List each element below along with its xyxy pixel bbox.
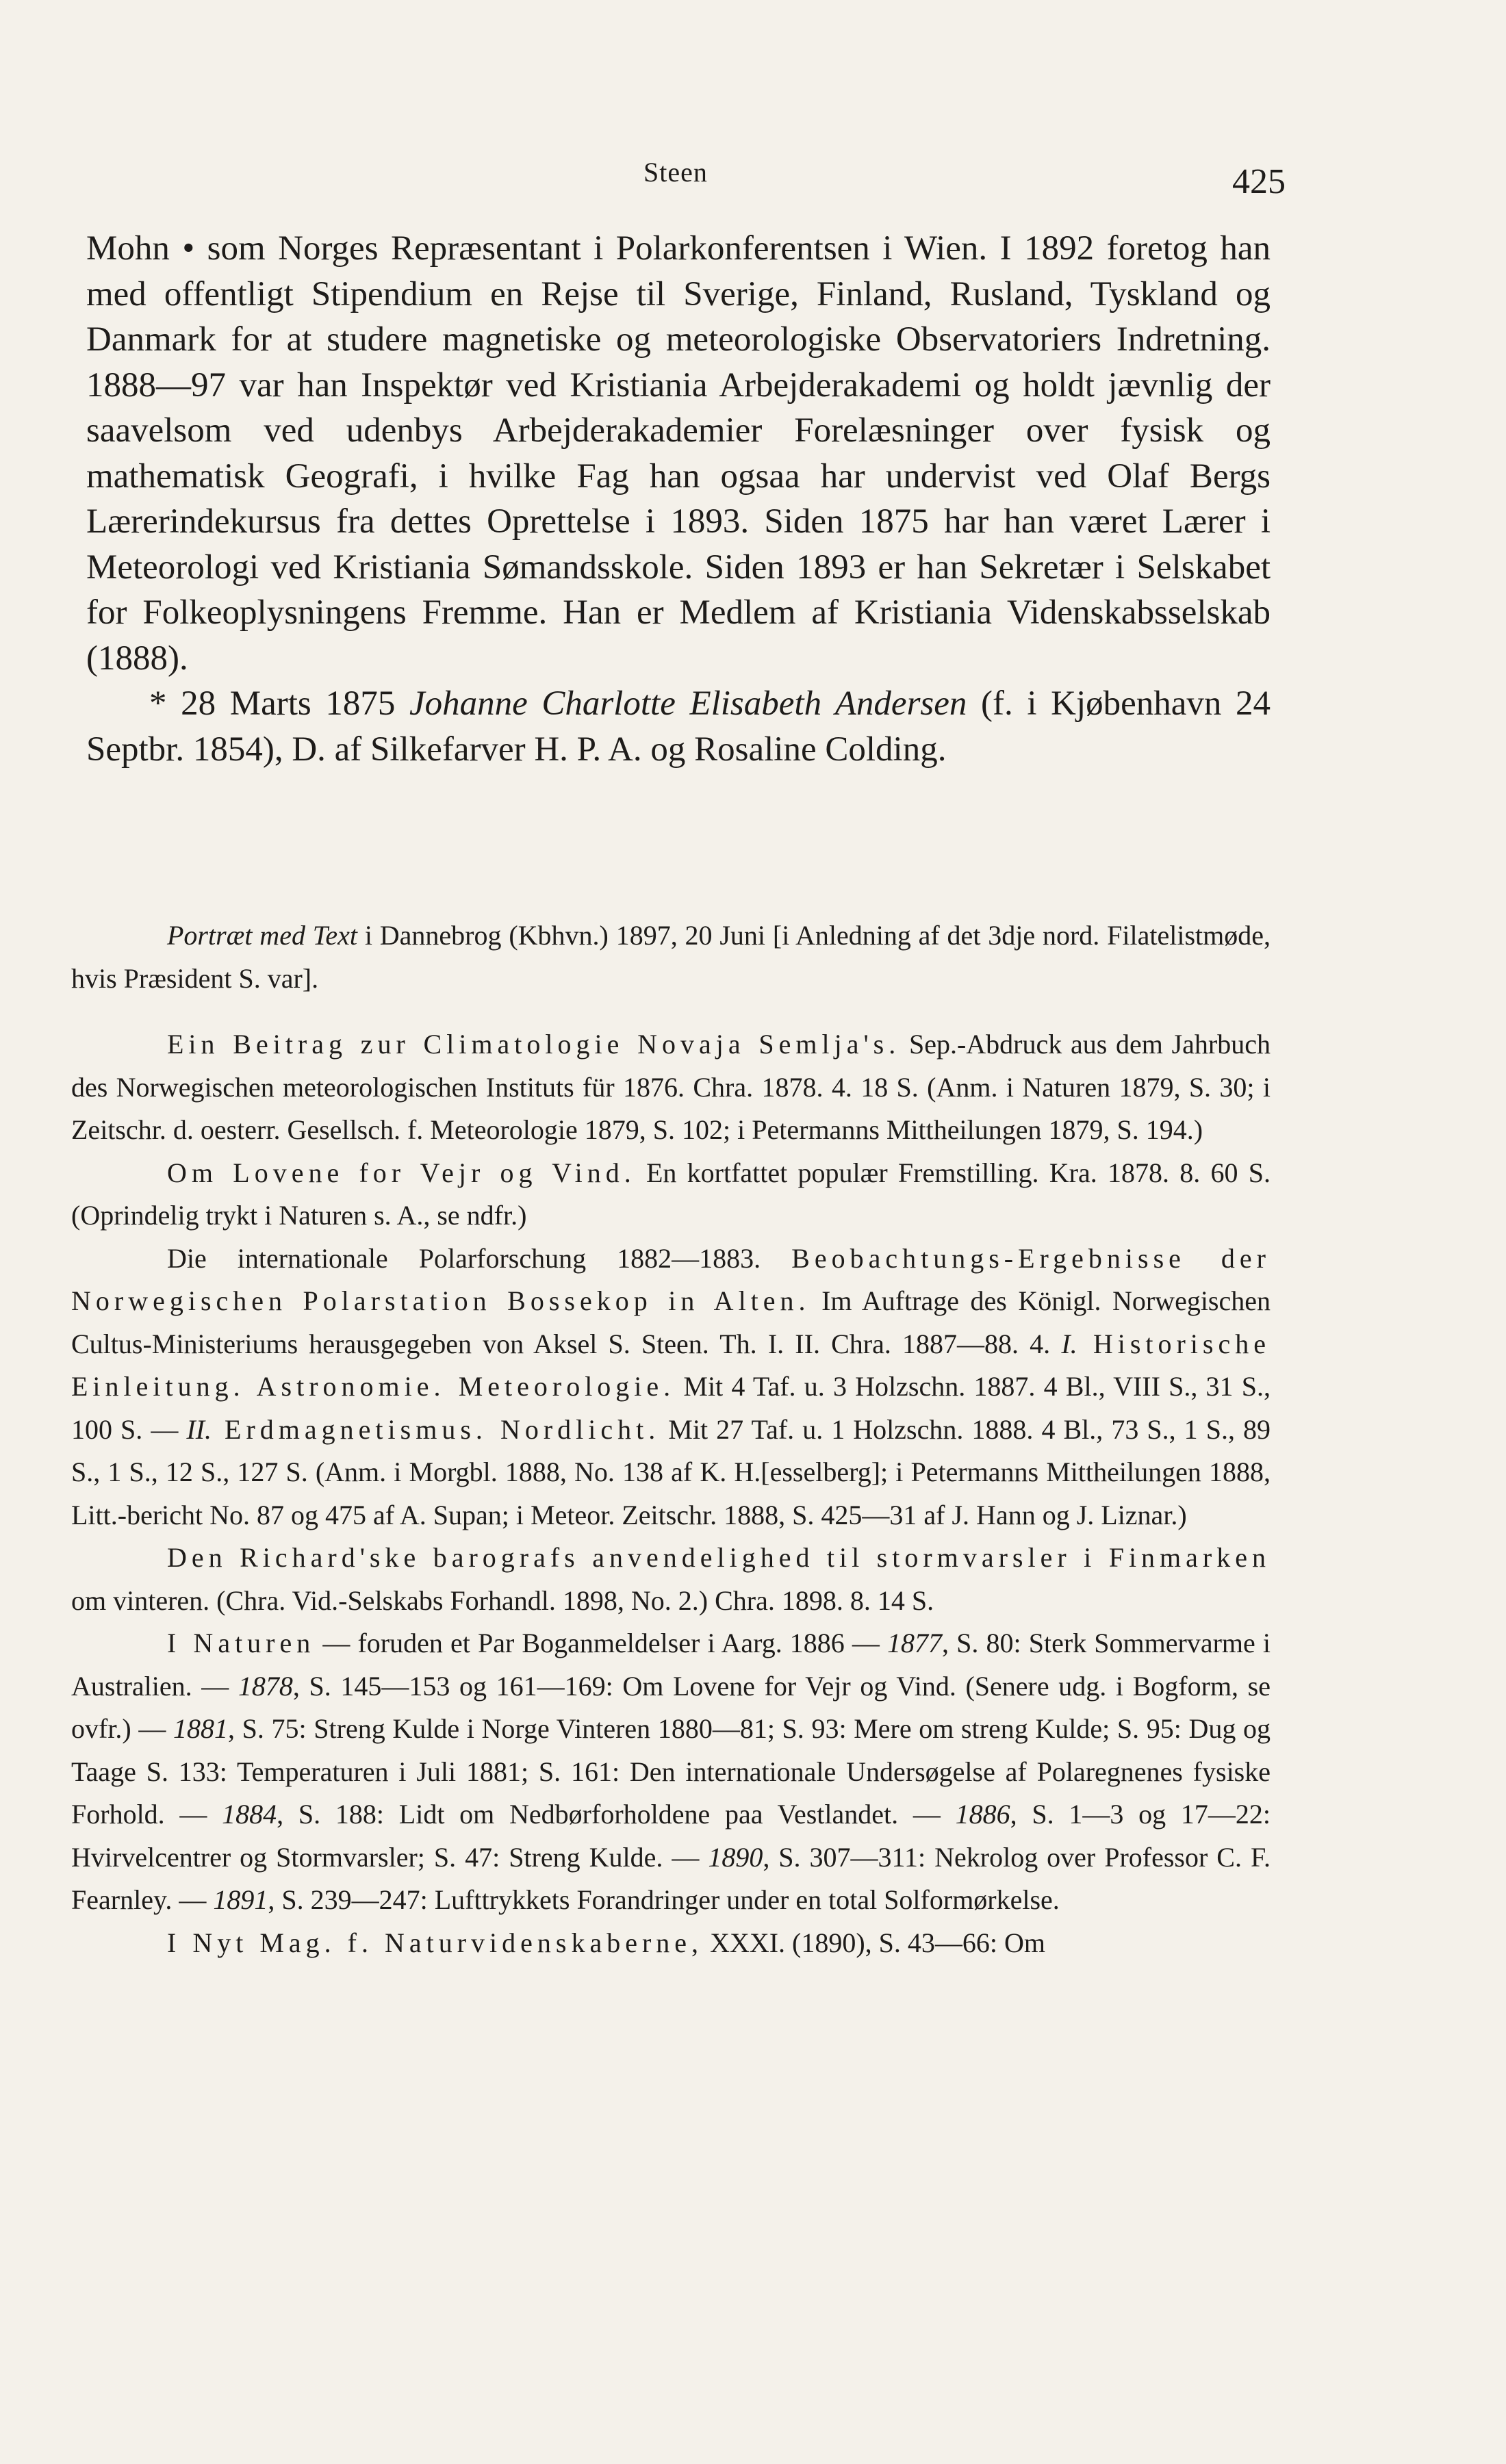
marriage-paragraph: [86, 681, 1271, 772]
year-reference: 1877: [887, 1628, 943, 1658]
entry-details: , S. 307—311: Nekrolog over Professor C. F. Fearnley. —: [71, 1841, 1271, 1915]
biography-paragraph: Mohn • som Norges Repræsentant i Polarkonferentsen i Wien. I 1892 foretog han med offentligt Stipendium en Rejse til Sverige, Finland, Rusland, Tyskland og Danmark for at studere magnetiske og meteorologiske Observatoriers Indretning. 1888—97 var han Inspektør ved Kristiania Arbejderakademi og holdt jævnlig der saavelsom ved udenbys Arbejderakademier Forelæsninger over fysisk og mathematisk Geografi, i hvilke Fag han ogsaa har undervist ved Olaf Bergs Lærerindekursus fra dettes Oprettelse i 1893. Siden 1875 har han været Lærer i Meteorologi ved Kristiania Sømandsskole. Siden 1893 er han Sekretær i Selskabet for Folkeoplysningens Fremme. Han er Medlem af Kristiania Videnskabsselskab (1888).: [86, 229, 1271, 678]
bibliography-entry: [71, 1922, 1271, 1965]
entry-details: , S. 145—153 og 161—169: Om Lovene for Vejr og Vind. (Senere udg. i Bogform, se ovfr.) —: [71, 1670, 1271, 1744]
volume-title: Historische Einleitung. Astronomie. Meteorologie.: [71, 1328, 1271, 1402]
bibliography-entry: [71, 1237, 1271, 1537]
entry-details: — foruden et Par Boganmeldelser i Aarg. 1886 —: [315, 1628, 888, 1658]
entry-title: Ein Beitrag zur Climatologie Novaja Semlja's.: [167, 1029, 901, 1060]
entry-details: XXXI. (1890), S. 43—66: Om: [703, 1927, 1046, 1958]
entry-title: I Nyt Mag. f. Naturvidenskaberne,: [167, 1927, 704, 1958]
entry-title: Den Richard'ske barografs anvendelighed til stormvarsler i Finmarken: [167, 1542, 1271, 1573]
year-reference: 1886: [955, 1799, 1010, 1830]
entry-details: , S. 188: Lidt om Nedbørforholdene paa Vestlandet. —: [277, 1799, 956, 1830]
year-reference: 1884: [222, 1799, 277, 1830]
entry-title: I Naturen: [167, 1628, 316, 1658]
bibliography-entry: [71, 1023, 1271, 1152]
entry-details: Sep.-Abdruck aus dem Jahrbuch des Norwegischen meteorologischen Instituts für 1876. Chra. 1878. 4. 18 S. (Anm. i Naturen 1879, S. 30; i Zeitschr. d. oesterr. Gesellsch. f. Meteorologie 1879, S. 102; i Petermanns Mittheilungen 1879, S. 194.): [71, 1029, 1271, 1145]
entry-details: En kortfattet populær Fremstilling. Kra. 1878. 8. 60 S. (Oprindelig trykt i Naturen s. A., se ndfr.): [71, 1157, 1271, 1231]
spouse-details: (f. i Kjøbenhavn 24 Septbr. 1854), D. af Silkefarver H. P. A. og Rosaline Colding.: [86, 684, 1271, 769]
entry-details: , S. 80: Sterk Sommervarme i Australien. —: [71, 1628, 1271, 1702]
volume-number: II.: [186, 1413, 212, 1445]
entry-title: Portræt med Text: [167, 920, 357, 951]
entry-details: Im Auftrage des Königl. Norwegischen Cultus-Ministeriums herausgegeben von Aksel S. Steen. Th. I. II. Chra. 1887—88. 4.: [71, 1285, 1271, 1359]
entry-details: , S. 239—247: Lufttrykkets Forandringer under en total Solformørkelse.: [268, 1884, 1060, 1915]
running-head: Steen: [643, 157, 708, 188]
bibliography-entry: [71, 1537, 1271, 1622]
entry-series: Die internationale Polarforschung 1882—1883.: [167, 1242, 792, 1274]
entry-details: , S. 75: Streng Kulde i Norge Vinteren 1880—81; S. 93: Mere om streng Kulde; S. 95: Dug og Taage S. 133: Temperaturen i Juli 1881; S. 161: Den internationale Undersøgelse af Polaregnenes fysiske Forhold. —: [71, 1713, 1271, 1830]
volume-title: Erdmagnetismus. Nordlicht.: [212, 1413, 661, 1445]
bibliography: [71, 914, 1271, 1964]
year-reference: 1891: [213, 1884, 268, 1915]
entry-details: Mit 4 Taf. u. 3 Holzschn. 1887. 4 Bl., VIII S., 31 S., 100 S. —: [71, 1371, 1271, 1445]
spouse-name: Johanne Charlotte Elisabeth Andersen: [409, 684, 967, 723]
volume-number: I.: [1061, 1328, 1077, 1359]
entry-title: Beobachtungs-Ergebnisse der Norwegischen Polarstation Bossekop in Alten.: [71, 1242, 1271, 1316]
entry-title: Om Lovene for Vejr og Vind.: [167, 1157, 636, 1188]
year-reference: 1890: [708, 1841, 763, 1873]
entry-details: , S. 1—3 og 17—22: Hvirvelcentrer og Stormvarsler; S. 47: Streng Kulde. —: [71, 1799, 1271, 1873]
page-header: [0, 149, 1506, 204]
marriage-date: * 28 Marts 1875: [149, 684, 409, 723]
biography-text: [86, 226, 1271, 772]
page-number: 425: [1232, 162, 1286, 201]
bibliography-entry: [71, 914, 1271, 1000]
entry-details: om vinteren. (Chra. Vid.-Selskabs Forhandl. 1898, No. 2.) Chra. 1898. 8. 14 S.: [71, 1584, 934, 1616]
year-reference: 1878: [238, 1670, 293, 1702]
bibliography-entry: [71, 1622, 1271, 1922]
year-reference: 1881: [173, 1713, 229, 1744]
entry-details: Mit 27 Taf. u. 1 Holzschn. 1888. 4 Bl., 73 S., 1 S., 89 S., 1 S., 12 S., 127 S. (Anm. i Morgbl. 1888, No. 138 af K. H.[esselberg]; i Petermanns Mittheilungen 1888, Litt.-bericht No. 87 og 475 af A. Supan; i Meteor. Zeitschr. 1888, S. 425—31 af J. Hann og J. Liznar.): [71, 1413, 1271, 1530]
entry-details: i Dannebrog (Kbhvn.) 1897, 20 Juni [i Anledning af det 3dje nord. Filatelistmøde, hvis Præsident S. var].: [71, 920, 1271, 994]
bibliography-entry: [71, 1152, 1271, 1237]
